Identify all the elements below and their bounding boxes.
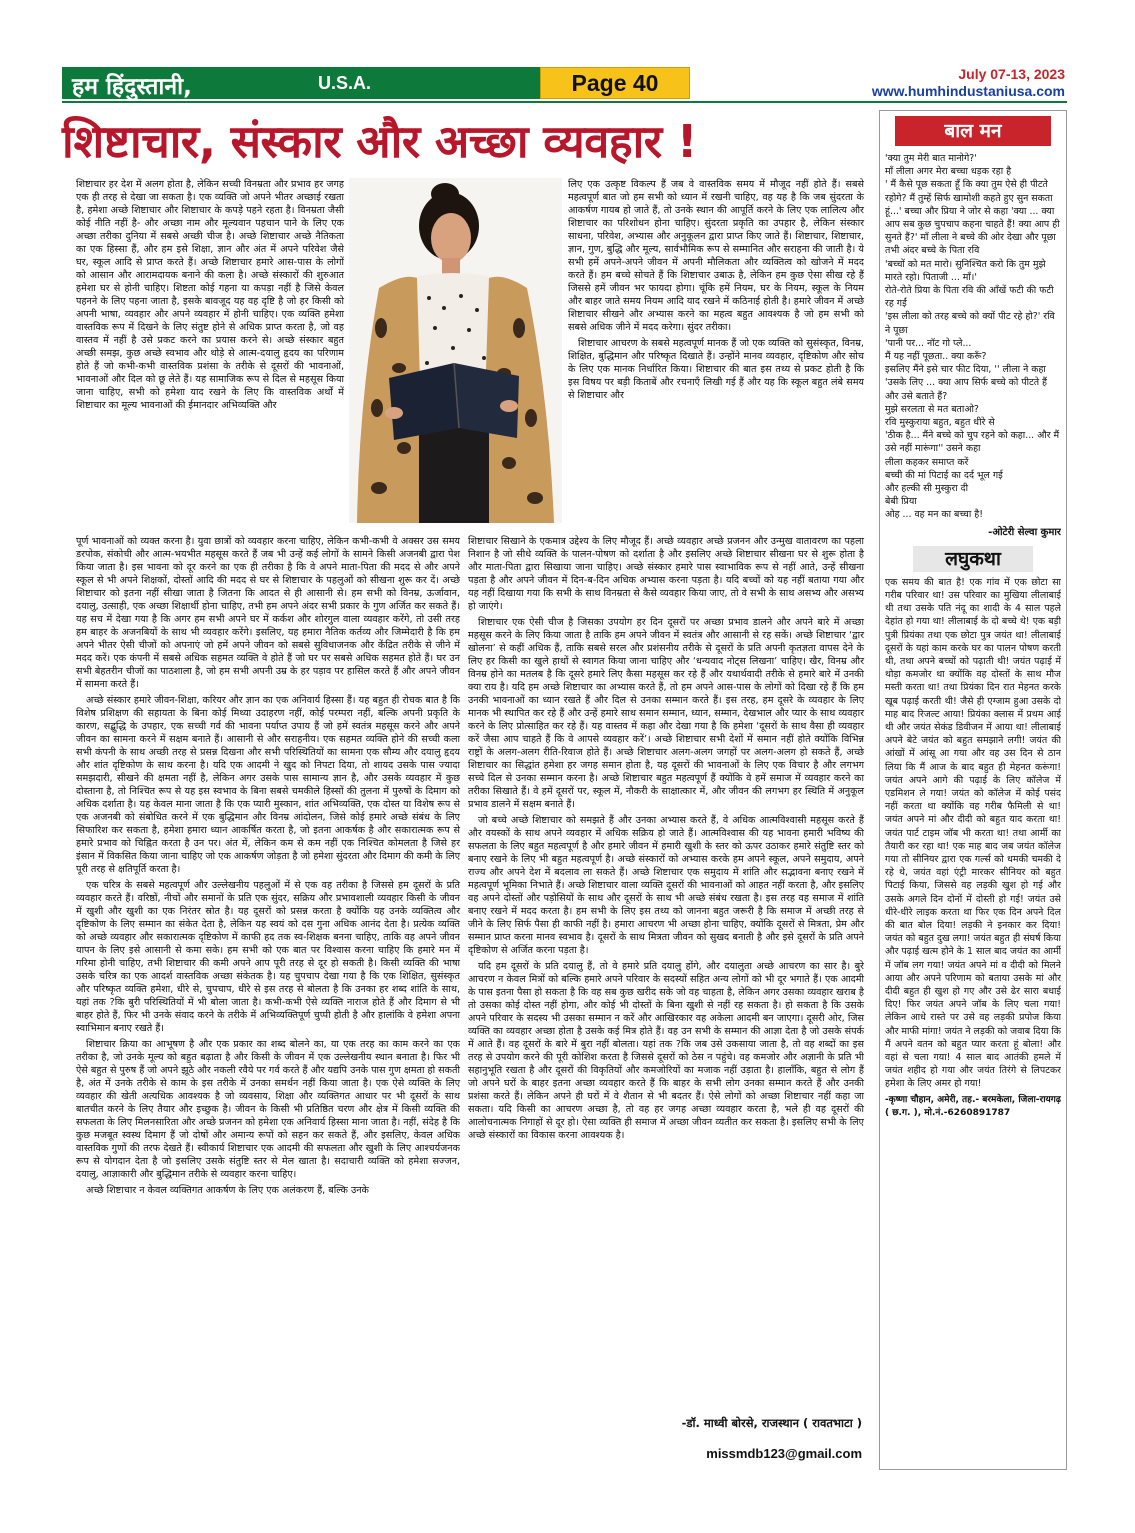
poem-line: बच्ची की मां पिटाई का दर्द भूल गई bbox=[885, 469, 1003, 481]
website-link[interactable]: www.humhindustaniusa.com bbox=[871, 83, 1065, 99]
paper-region: U.S.A. bbox=[318, 73, 372, 93]
article-paragraph: शिष्टाचार क्रिया का आभूषण है और एक प्रकार का शब्द बोलने का, या एक तरह का काम करने का एक तरीका है, जो उनके मूल्य को बहुत बढ़ाता है और किसी के जीवन में एक उल्लेखनीय स्थान बनाता है। फिर भी ऐसे बहुत से पुरुष हैं जो अपने झूठे और नकली रवैये पर गर्व करते हैं और यद्यपि उनके पास गुण क्षमता हो सकती है, अंत में उनके तरीके से काम के इस तरीके में उनका समर्थन नहीं किया जाता है। एक ऐसे व्यक्ति के लिए व्यवहार की खेती अत्यधिक आवश्यक है जो व्यवसाय, शिक्षा और व्यक्तिगत आधार पर भी दूसरों के साथ बातचीत करने के लिए तैयार और इच्छुक है। जीवन के किसी भी प्रतिष्ठित चरण और क्षेत्र में किसी व्यक्ति की सफलता के लिए मिलनसारिता और अच्छे प्रजनन को हमेशा एक अनिवार्य हिस्सा माना जाता है। नहीं, संदेह है कि कुछ मजबूत स्वस्थ दिमाग हैं जो दोषों और अमान्य रूपों को सहन कर सकते हैं, और इसलिए, केवल अधिक वास्तविक गुणों की तरफ देखते हैं। स्वीकार्य शिष्टाचार एक आदमी की सफलता और खुशी के लिए आश्चर्यजनक रूप से योगदान देता है जो इसलिए उसके संतुष्टि स्तर से मेल खाता है। सदाचारी व्यक्ति को हमेशा सज्जन, दयालु, आज्ञाकारी और बुद्धिमान तरीके से व्यवहार करना चाहिए। bbox=[76, 1039, 460, 1180]
poem-line: 'बच्चों को मत मारो। सुनिश्चित करो कि तुम मुझे मारते रहो। पिताजी ... माँ।' bbox=[885, 258, 1046, 283]
poem-line: इसलिए मैंने इसे चार फीट दिया, '' लीला ने कहा bbox=[885, 364, 1046, 376]
page-number: Page 40 bbox=[540, 67, 690, 99]
article-paragraph: शिष्टाचार सिखाने के एकमात्र उद्देश्य के लिए मौजूद हैं। अच्छे व्यवहार अच्छे प्रजनन और उन्मुख वातावरण का पहला निशान है जो सीधे व्यक्ति के पालन-पोषण को दर्शाता है और इसलिए अच्छे शिष्टाचार सीखना घर से शुरू होता है और माता-पिता द्वारा सिखाया जाना चाहिए। अच्छे संस्कार हमारे पास स्वाभाविक रूप से नहीं आते, उन्हें सीखना पड़ता है और अपने जीवन में दिन-ब-दिन अधिक अभ्यास करना पड़ता है। यदि बच्चों को यह नहीं बताया गया और यह नहीं दिखाया गया कि सभी के साथ विनम्रता से कैसे व्यवहार किया जाए, तो वे सभी के साथ असभ्य और असभ्य हो जाएंगे। bbox=[468, 536, 864, 612]
author-email[interactable]: missmdb123@gmail.com bbox=[706, 1446, 862, 1461]
article-paragraph: जो बच्चे अच्छे शिष्टाचार को समझते हैं और उनका अभ्यास करते हैं, वे अधिक आत्मविश्वासी महसूस करते हैं और वयस्कों के साथ अपने व्यवहार में अधिक सक्रिय हो जाते हैं। आत्मविश्वास की यह भावना हमारी भविष्य की सफलता के लिए बहुत महत्वपूर्ण है और हमारे जीवन में हमारी खुशी के स्तर को ऊपर उठाकर हमारे संतुष्टि स्तर को बनाए रखने के लिए भी बहुत महत्वपूर्ण है। अच्छे संस्कारों को अभ्यास करके हम अपने स्कूल, अपने समुदाय, अपने राज्य और अपने देश में बदलाव ला सकते हैं। अच्छे शिष्टाचार एक समुदाय में शांति और सद्भावना बनाए रखने में महत्वपूर्ण भूमिका निभाते हैं। अच्छे शिष्टाचार वाला व्यक्ति दूसरों की भावनाओं को आहत नहीं करता है, और इसलिए वह अपने दोस्तों और पड़ोसियों के साथ और दूसरों के साथ भी अच्छे संबंध रखता है। इस तरह वह समाज में शांति बनाए रखने में मदद करता है। हम सभी के लिए इस तथ्य को जानना बहुत जरूरी है कि समाज में अच्छी तरह से जीने के लिए सिर्फ पैसा ही काफी नहीं है। हमारा आचरण भी अच्छा होना चाहिए, क्योंकि दूसरों से मित्रता, प्रेम और सम्मान प्राप्त करना मानव स्वभाव है। दूसरों के साथ मित्रता जीवन को सुखद बनाती है और इसे दूसरों के प्रति अपने दृष्टिकोण से अर्जित करना पड़ता है। bbox=[468, 815, 864, 956]
article-title: शिष्टाचार, संस्कार और अच्छा व्यवहार ! bbox=[62, 115, 697, 168]
article-paragraph: पूर्ण भावनाओं को व्यक्त करना है। युवा छात्रों को व्यवहार करना चाहिए, लेकिन कभी-कभी वे अक्सर उस समय डरपोक, संकोची और आत्म-भयभीत महसूस करते हैं जब भी उन्हें कई लोगों के सामने किसी अजनबी द्वारा पेश किया जाता है। इस भावना को दूर करने का एक ही तरीका है कि वे अपने माता-पिता की मदद से और अपने स्कूल से भी अपने शिक्षकों, दोस्तों आदि की मदद से घर से शिष्टाचार के पहलुओं को सीखना शुरू कर दें। अच्छे शिष्टाचार को इतना नहीं सीखा जाता है जितना कि आदत से ही आसानी से। हम सभी को विनम्र, ऊर्जावान, दयालु, उत्साही, एक अच्छा शिक्षार्थी होना चाहिए, तभी हम अपने अंदर सभी प्रकार के गुण अर्जित कर सकते हैं। यह सच में देखा गया है कि अगर हम सभी अपने घर में कर्कश और शोरगुल वाला व्यवहार करेंगे, तो उसी तरह हम बाहर के अजनबियों के साथ भी व्यवहार करेंगे। इसलिए, यह हमारा नैतिक कर्तव्य और जिम्मेदारी है कि हम अपने भीतर ऐसी चीजों को अपनाएं जो हमें अपने जीवन को सबसे सुविधाजनक और केंद्रित तरीके से जीने में मदद करें। एक कंपनी में सबसे अधिक सहमत व्यक्ति वे होते हैं जो घर पर सबसे अधिक सहमत होते हैं। घर उन सभी बेहतरीन चीजों का पाठशाला है, जो हम सभी अपनी उम्र के हर पड़ाव पर हासिल करते हैं और अपने जीवन में सामना करते हैं। bbox=[76, 536, 460, 690]
poem-line: 'पानी पर... नॉट गो प्ले... bbox=[885, 337, 972, 349]
poem-line: ओह ... वह मन का बच्चा है! bbox=[885, 509, 984, 521]
poem-line: ' मैं कैसे पूछ सकता हूँ कि क्या तुम ऐसे ही पीटते रहोगे? मैं तुम्हें सिर्फ खामोशी कहते हुए सुन सकता हूं...' बच्चा और प्रिया ने जोर से कहा 'क्या ... क्या आप सब कुछ चुपचाप कहना चाहते हैं! क्या आप ही सुनते हैं?' माँ लीला ने बच्चे की ओर देखा और पूछा तभी अंदर बच्चे के पिता रवि bbox=[885, 179, 1060, 257]
poem-line: मुझे सरलता से मत बताओ? bbox=[885, 403, 979, 415]
article-body bbox=[66, 178, 866, 1468]
poem-line: मैं यह नहीं पूछता.. क्या करूँ? bbox=[885, 351, 987, 363]
poem bbox=[885, 152, 1061, 522]
section-badge-bal-man: बाल मन bbox=[895, 116, 1051, 146]
story-author: -कृष्णा चौहान, अमेरी, तह.- बरमकेला, जिला-रायगढ़ ( छ.ग. ), मो.नं.-6260891787 bbox=[885, 1094, 1061, 1118]
masthead-bar bbox=[62, 67, 542, 99]
poem-line: रवि मुस्कुराया बहुत, बहुत धीरे से bbox=[885, 417, 995, 429]
poem-line: माँ लीला अगर मेरा बच्चा धड़क रहा है bbox=[885, 166, 1012, 178]
poem-line: 'उसके लिए ... क्या आप सिर्फ बच्चे को पीटते हैं और उसे बताते हैं? bbox=[885, 377, 1048, 402]
article-paragraph: शिष्टाचार हर देश में अलग होता है, लेकिन सच्ची विनम्रता और प्रभाव हर जगह एक ही तरह से देखा जा सकता है। एक व्यक्ति जो अपने भीतर अच्छाई रखता है, हमेशा अच्छे शिष्टाचार और शिष्टाचार के कपड़े पहने रहता है। विनम्रता जैसी कोई नीति नहीं है- और अच्छा नाम और मूल्यवान पहचान पाने के लिए एक अच्छा तरीका दुनिया में सबसे अच्छी चीज है। अच्छे शिष्टाचार अच्छे नैतिकता का एक हिस्सा हैं, और हम इसे शिक्षा, ज्ञान और अंत में अपने परिवेश जैसे घर, स्कूल आदि से प्राप्त करते हैं। अच्छे शिष्टाचार हमारे आस-पास के लोगों को आसान और आरामदायक बनाने की कला है। अच्छे संस्कारों की शुरुआत हमेशा घर से होनी चाहिए। शिष्टता कोई गहना या कपड़ा नहीं है जिसे केवल पहनने के लिए पहना जाता है, इसके बावजूद यह वह दृष्टि है जो हर किसी को अपनी भाषा, व्यवहार और अपने व्यवहार में होनी चाहिए। एक व्यक्ति हमेशा वास्तविक रूप में दिखने के लिए संतुष्ट होने से अधिक प्राप्त करता है, जो वह वास्तव में नहीं है उसे प्रकट करने का प्रयास करने से। अच्छे संस्कार बहुत अच्छी समझ, कुछ अच्छे स्वभाव और थोड़े से आत्म-दयालु हृदय का परिणाम होते हैं जो कभी-कभी वास्तविक प्रशंसा के तरीके से दूसरों की भावनाओं, भावनाओं और दिल को छू लेते हैं। यह सामाजिक रूप से दिल से महसूस किया जाना चाहिए, सभी को हमेशा याद रखने के लिए कि वास्तविक अर्थों में शिष्टाचार का मूल्य भावनाओं की ईमानदार अभिव्यक्ति और bbox=[76, 179, 344, 411]
article-paragraph: एक चरित्र के सबसे महत्वपूर्ण और उल्लेखनीय पहलुओं में से एक वह तरीका है जिससे हम दूसरों के प्रति व्यवहार करते हैं। वरिष्ठों, नीचों और समानों के प्रति एक सुंदर, सक्रिय और प्रभावशाली व्यवहार किसी के जीवन में खुशी और खुशी का एक निरंतर स्रोत है। यह दूसरों को प्रसन्न करता है क्योंकि यह उनके व्यक्तित्व और दृष्टिकोण के लिए सम्मान का संकेत देता है, लेकिन यह स्वयं को दस गुना अधिक आनंद देता है। प्रत्येक व्यक्ति को अच्छे व्यवहार और सकारात्मक दृष्टिकोण में काफी हद तक स्व-शिक्षक बनना चाहिए, ताकि वह अपने जीवन यापन के लिए इसे आसानी से कमा सके। हम सभी को एक बात पर विश्वास करना चाहिए कि हमारे मन में गरिमा होनी चाहिए, तभी शिष्टाचार की कमी अपने आप पूरी तरह से दूर हो सकती है। किसी व्यक्ति की भाषा उसके चरित्र का एक आदर्श वास्तविक अच्छा संकेतक है। यह चुपचाप देखा गया है कि एक शिक्षित, सुसंस्कृत और परिष्कृत व्यक्ति हमेशा, धीरे से, चुपचाप, धीरे से इस तरह से बोलता है कि उनका हर शब्द शांति के साथ, यहां तक ?कि बुरी परिस्थितियों में भी बोला जाता है। कभी-कभी ऐसे व्यक्ति नाराज होते हैं और दिमाग से भी बाहर होते हैं, फिर भी उनके संवाद करने के तरीके में अभिव्यक्तिपूर्ण चुप्पी होती है और हालांकि वे हमेशा अपना स्वाभिमान बनाए रखते हैं। bbox=[76, 880, 460, 1034]
paper-name: हम हिंदुस्तानी, bbox=[72, 74, 192, 100]
article-column-2 bbox=[568, 178, 864, 533]
header-divider bbox=[62, 101, 1067, 103]
poem-line: रोते-रोते प्रिया के पिता रवि की आँखें फटी की फटी रह गईं bbox=[885, 285, 1054, 310]
article-paragraph: अच्छे संस्कार हमारे जीवन-शिक्षा, करियर और ज्ञान का एक अनिवार्य हिस्सा हैं। यह बहुत ही रोचक बात है कि विशेष प्रशिक्षण की सहायता के बिना कोई मिथ्या उदाहरण नहीं, कोई परम्परा नहीं, बल्कि अपनी प्रकृति के कारण, सद्बुद्धि के उपहार, एक सच्ची गर्व की भावना पर्याप्त उपाय हैं जो हमें स्वतंत्र महसूस करने और अपने जीवन का सामना करने में सक्षम बनाते हैं। आसानी से और सराहनीय। एक सहमत व्यक्ति होने की सच्ची कला सभी कंपनी के साथ अच्छी तरह से प्रसन्न दिखना और सभी परिस्थितियों का सामना एक सौम्य और दयालु हृदय और शांत दृष्टिकोण के साथ करना है। यदि एक आदमी ने खुद को निपटा दिया, तो शायद उसके पास ज्यादा समझदारी, सीखने की क्षमता नहीं है, लेकिन अगर उसके पास सामान्य ज्ञान है, और उसके व्यवहार में कुछ दोस्ताना है, तो निश्चित रूप से यह इस स्वभाव के बिना सबसे चमकीले हिस्सों की तुलना में पुरुषों के दिमाग को अधिक दर्शाता है। यह केवल माना जाता है कि एक प्यारी मुस्कान, शांत अभिव्यक्ति, एक दोस्त या विशेष रूप से एक अजनबी को संबोधित करने में एक बुद्धिमान और विनम्र आंदोलन, जिसे कोई हमारे अच्छे संबंध के लिए सिफारिश कर सकता है, हमेशा हमारा ध्यान आकर्षित करता है, जो इतना आकर्षक है और सकारात्मक रूप से हमारे प्रभाव को चिह्नित करता है उन पर। अंत में, लेकिन कम से कम नहीं एक निश्चित कोमलता है जिसे हर इंसान में विकसित किया जाना चाहिए जो एक आकर्षण जोड़ता है जो हमेशा सुंदरता और दिमाग की कमी के लिए पूरी तरह से क्षतिपूर्ति करता है। bbox=[76, 695, 460, 875]
poem-line: 'क्या तुम मेरी बात मानोगे?' bbox=[885, 153, 977, 164]
article-column-3 bbox=[76, 535, 460, 1461]
issue-date: July 07-13, 2023 bbox=[958, 66, 1065, 82]
article-column-1 bbox=[76, 178, 344, 533]
poem-author: -ओटेरी सेल्वा कुमार bbox=[988, 526, 1061, 538]
article-author: -डॉ. माध्वी बोरसे, राजस्थान ( रावतभाटा ) bbox=[681, 1416, 862, 1430]
poem-line: 'इस लीला को तरह बच्चे को क्यों पीट रहे हो?' रवि ने पूछा bbox=[885, 311, 1055, 336]
sidebar bbox=[885, 116, 1061, 1464]
woman-reading-book-photo bbox=[349, 178, 562, 523]
article-column-4 bbox=[468, 535, 864, 1415]
short-story: एक समय की बात है! एक गांव में एक छोटा सा गरीब परिवार था! उस परिवार का मुखिया लीलाबाई थी तथा उसके पति नंदू का शादी के 4 साल पहले देहांत हो गया था! लीलाबाई के दो बच्चे थे! एक बड़ी पुत्री प्रियंका तथा एक छोटा पुत्र जयंत था! लीलाबाई दूसरों के यहां काम करके घर का पालन पोषण करती थी, तथा अपने बच्चों को पढ़ाती थी! जयंत पढ़ाई में थोड़ा कमजोर था क्योंकि वह दोस्तों के साथ मौज मस्ती करता था! तथा प्रियंका दिन रात मेहनत करके खूब पढ़ाई करती थी! जैसे ही एग्जाम हुआ उसके दो माह बाद रिजल्ट आया! प्रियंका क्लास में प्रथम आई थी और जयंत सेकंड डिवीजन में आया था! लीलाबाई अपने बेटे जयंत को बहुत समझाने लगी! जयंत की आंखों में आंसू आ गया और वह उस दिन से ठान लिया कि मैं आज के बाद बहुत ही मेहनत करूंगा! जयंत अपने आगे की पढ़ाई के लिए कॉलेज में एडमिशन ले गया! जयंत को कॉलेज में कोई पसंद नहीं करता था क्योंकि वह गरीब फैमिली से था! जयंत अपने मां और दीदी को बहुत याद करता था! जयंत पार्ट टाइम जॉब भी करता था! तथा आर्मी का तैयारी कर रहा था! एक माह बाद जब जयंत कॉलेज गया तो सीनियर द्वारा एक गर्ल्स को धमकी चमकी दे रहे थे, जयंत वहां एंट्री मारकर सीनियर को बहुत पिटाई किया, जिससे वह लड़की खुश हो गई और उसके अगले दिन दोनों में दोस्ती हो गई! जयंत उसे धीरे-धीरे लाइक करता था फिर एक दिन अपने दिल की बात बोल दिया! लड़की ने इनकार कर दिया! जयंत को बहुत दुख लगा! जयंत बहुत ही संघर्ष किया और पढ़ाई खत्म होने के 1 साल बाद जयंत का आर्मी में जॉब लग गया! जयंत अपने मां व दीदी को मिलने आया और अपने परिणाम को बताया उसके मां और दीदी बहुत ही खुश हो गए और उसे ढेर सारा बधाई दिए! फिर जयंत अपने जॉब के लिए चला गया! लेकिन आधे रास्ते पर उसे वह लड़की प्रपोज किया और माफी मांगा! जयंत ने लड़की को जवाब दिया कि मैं अपने वतन को बहुत प्यार करता हूं बोला! और वहां से चला गया! 4 साल बाद आतंकी हमले में जयंत शहीद हो गया और जयंत तिरंगे से लिपटकर हमेशा के लिए अमर हो गया! bbox=[885, 576, 1061, 1090]
poem-line: बेबी प्रिया bbox=[885, 496, 917, 508]
section-badge-laghukatha: लघुकथा bbox=[913, 546, 1033, 572]
poem-line: 'ठीक है... मैंने बच्चे को चुप रहने को कहा... और मैं उसे नहीं मारूंगा'' उसने कहा bbox=[885, 430, 1060, 455]
article-paragraph: लिए एक उत्कृष्ट विकल्प हैं जब वे वास्तविक समय में मौजूद नहीं होते हैं। सबसे महत्वपूर्ण बात जो हम सभी को ध्यान में रखनी चाहिए, वह यह है कि जब सुंदरता के आकर्षण गायब हो जाते हैं, तो उनके स्थान की आपूर्ति करने के लिए एक लालित्य और शिष्टाचार का परिशोधन होना चाहिए। सुंदरता प्रकृति का उपहार है, लेकिन संस्कार साधना, परिवेश, अभ्यास और अनुकूलन द्वारा प्राप्त किए जाते हैं। शिष्टाचार, शिष्टाचार, ज्ञान, गुण, बुद्धि और मूल्य, सार्वभौमिक रूप से सम्मानित और सराहना की जाती है। ये सभी हमें अपने-अपने जीवन में अपनी मौलिकता और व्यक्तित्व को खोजने में मदद करते हैं। हम बच्चे सोचते हैं कि शिष्टाचार उबाऊ है, लेकिन हम कुछ ऐसा सीख रहे हैं जिससे हमें जीवन भर फायदा होगा। चूंकि हमें नियम, घर के नियम, स्कूल के नियम और बाहर जाते समय नियम आदि याद रखने में कठिनाई होती है। हमारे जीवन में अच्छे शिष्टाचार सीखने और अभ्यास करने का महत्व बहुत आवश्यक है जो हम सभी को सबसे अधिक जीने में मदद करेगा। सुंदर तरीका। bbox=[568, 179, 864, 333]
article-paragraph: शिष्टाचार एक ऐसी चीज है जिसका उपयोग हर दिन दूसरों पर अच्छा प्रभाव डालने और अपने बारे में अच्छा महसूस करने के लिए किया जाता है ताकि हम अपने जीवन में स्वतंत्र और आसानी से रह सकें। अच्छे शिष्टाचार ‘द्वार खोलना’ से कहीं अधिक हैं, ताकि सबसे सरल और प्रशंसनीय तरीके से दूसरों के प्रति अपनी कृतज्ञता वापस देने के लिए हर किसी का खुले हाथों से स्वागत किया जाना चाहिए और ‘धन्यवाद नोट्स लिखना’ चाहिए। खैर, विनम्र और विनम्र होने का मतलब है कि दूसरे हमारे लिए कैसा महसूस कर रहे हैं और यथार्थवादी तरीके से हमारे बारे में उनकी क्या राय है। यदि हम अच्छे शिष्टाचार का अभ्यास करते हैं, तो हम अपने आस-पास के लोगों को दिखा रहे हैं कि हम उनकी भावनाओं का ध्यान रखते हैं और दिल से उनका सम्मान करते हैं। इस तरह, हम दूसरे के व्यवहार के लिए मानक भी स्थापित कर रहे हैं और उन्हें हमारे साथ समान सम्मान, ध्यान, सम्मान, देखभाल और प्यार के साथ व्यवहार करने के लिए प्रोत्साहित कर रहे हैं। यह वास्तव में कहा और देखा गया है कि हमेशा ‘दूसरों के साथ वैसा ही व्यवहार करें जैसा आप चाहते हैं कि वे आपसे व्यवहार करें’। अच्छे शिष्टाचार सभी देशों में समान नहीं होते क्योंकि विभिन्न राष्ट्रों के अलग-अलग रीति-रिवाज होते हैं। अच्छे शिष्टाचार अलग-अलग जगहों पर अलग-अलग हो सकते हैं, अच्छे शिष्टाचार का सिद्धांत हमेशा हर जगह समान होता है, यह दूसरों की भावनाओं के लिए एक विचार है और लगभग सच्चे दिल से उनका सम्मान करना है। अच्छे शिष्टाचार बहुत महत्वपूर्ण हैं क्योंकि वे हमें समाज में व्यवहार करने का तरीका सिखाते हैं। वे हमें दूसरों पर, स्कूल में, नौकरी के साक्षात्कार में, और जीवन की लगभग हर स्थिति में अनुकूल प्रभाव डालने में सक्षम बनाते हैं। bbox=[468, 617, 864, 810]
poem-line: लीला कहकर समाप्त करें bbox=[885, 456, 969, 468]
article-paragraph: शिष्टाचार आचरण के सबसे महत्वपूर्ण मानक हैं जो एक व्यक्ति को सुसंस्कृत, विनम्र, शिक्षित, बुद्धिमान और परिष्कृत दिखाते हैं। उन्होंने मानव व्यवहार, दृष्टिकोण और सोच के लिए एक मानक निर्धारित किया। शिष्टाचार की बात इस तथ्य से प्रकट होती है कि इस विषय पर बड़ी किताबें और रचनाएँ लिखी गई हैं और यह कि स्कूल बहुत लंबे समय से शिष्टाचार और bbox=[568, 338, 864, 401]
article-photo bbox=[349, 178, 562, 523]
poem-line: और हल्की सी मुस्कुरा दी bbox=[885, 483, 969, 495]
article-paragraph: यदि हम दूसरों के प्रति दयालु हैं, तो वे हमारे प्रति दयालु होंगे, और दयालुता अच्छे आचरण का सार है। बुरे आचरण न केवल मित्रों को बल्कि हमारे अपने परिवार के सदस्यों सहित अन्य लोगों को भी दूर भगाते हैं। एक आदमी के पास इतना पैसा हो सकता है कि वह सब कुछ खरीद सके जो वह चाहता है, लेकिन अगर उसका व्यवहार खराब है तो उसका कोई दोस्त नहीं होगा, और कोई भी दोस्तों के बिना खुशी से नहीं रह सकता है। हो सकता है कि उसके अपने परिवार के सदस्य भी उसका सम्मान न करें और आखिरकार वह अकेला आदमी बन जाएगा। दूसरी ओर, जिस व्यक्ति का व्यवहार अच्छा होता है उसके कई मित्र होते हैं। वह उन सभी के सम्मान की आज्ञा देता है जो उसके संपर्क में आते हैं। वह दूसरों के बारे में बुरा नहीं बोलता। यहां तक ?कि जब उसे उकसाया जाता है, तो वह शब्दों का इस तरह से उपयोग करने की पूरी कोशिश करता है जिससे दूसरों को ठेस न पहुंचे। वह कमजोर और अज्ञानी के प्रति भी सहानुभूति रखता है और दूसरों की विकृतियों और कमजोरियों का मजाक नहीं उड़ाता है। हालाँकि, बहुत से लोग हैं जो अपने घरों के बाहर इतना अच्छा व्यवहार करते हैं कि बाहर के सभी लोग उनका सम्मान करते हैं और उनकी प्रशंसा करते हैं। लेकिन अपने ही घरों में वे शैतान से भी बदतर हैं। ऐसे लोगों को अच्छा शिष्टाचार नहीं कहा जा सकता। यदि किसी का आचरण अच्छा है, तो वह हर जगह अच्छा व्यवहार करता है, भले ही वह दूसरों की आलोचनात्मक निगाहों से दूर हो। ऐसा व्यक्ति ही समाज में अच्छा जीवन व्यतीत कर सकता है। इसलिए सभी के लिए अच्छे संस्कारों का विकास करना आवश्यक है। bbox=[468, 961, 864, 1141]
article-paragraph: अच्छे शिष्टाचार न केवल व्यक्तिगत आकर्षण के लिए एक अलंकरण हैं, बल्कि उनके bbox=[86, 1185, 369, 1196]
